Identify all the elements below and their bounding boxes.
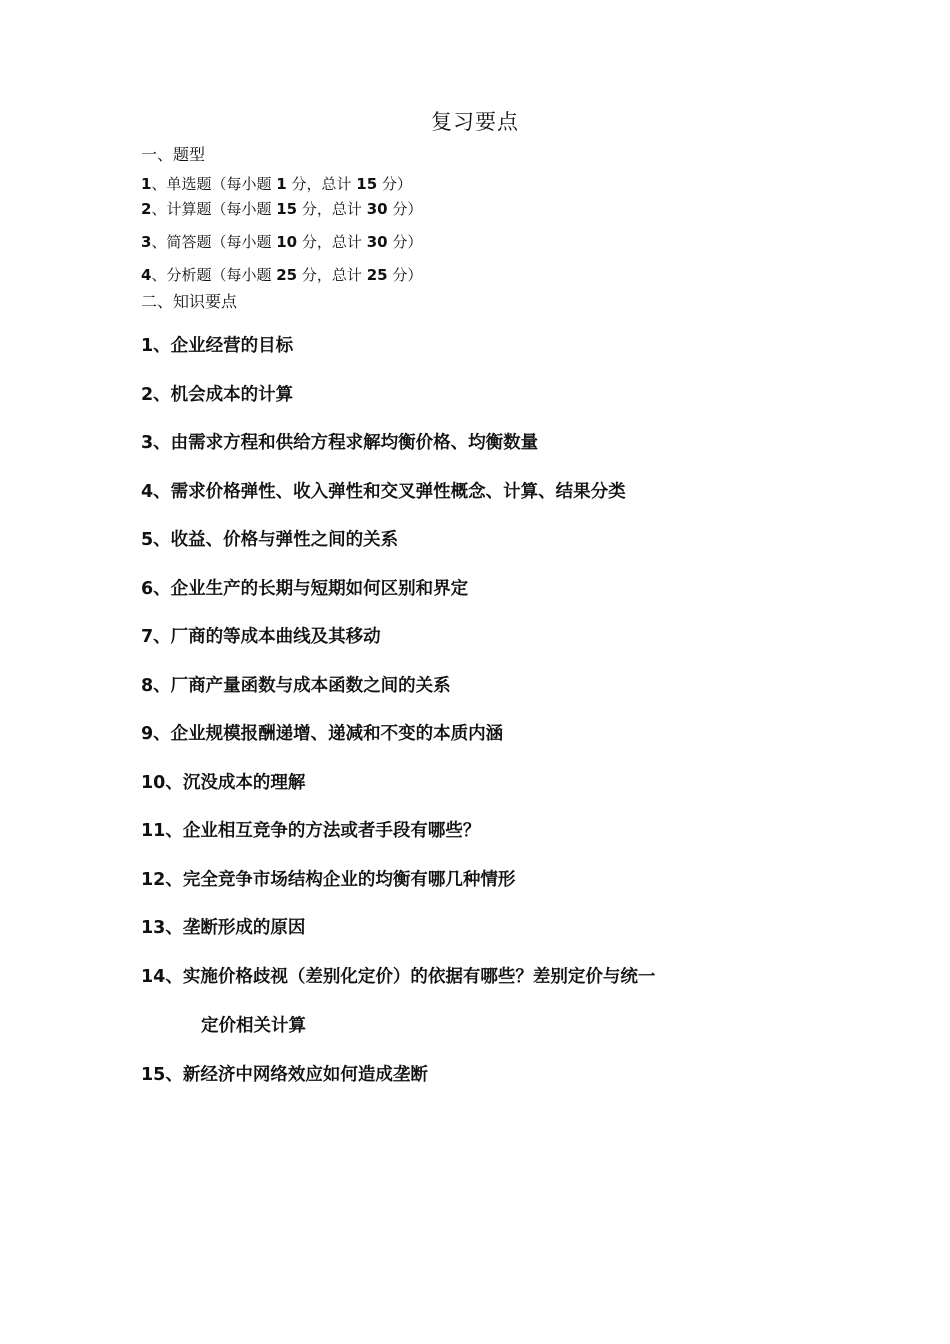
knowledge-point-item: 11、企业相互竞争的方法或者手段有哪些？ — [141, 821, 481, 841]
knowledge-point-item: 1、企业经营的目标 — [141, 336, 294, 356]
knowledge-point-item: 9、企业规模报酬递增、递减和不变的本质内涵 — [141, 724, 504, 744]
knowledge-point-item: 7、厂商的等成本曲线及其移动 — [141, 627, 381, 647]
knowledge-point-item: 10、沉没成本的理解 — [141, 773, 306, 793]
knowledge-point-item: 13、垄断形成的原因 — [141, 918, 306, 938]
page-title: 复习要点 — [431, 110, 519, 134]
knowledge-point-item: 12、完全竞争市场结构企业的均衡有哪几种情形 — [141, 870, 516, 890]
knowledge-point-item: 4、需求价格弹性、收入弹性和交叉弹性概念、计算、结果分类 — [141, 482, 626, 502]
question-type-item: 3、简答题（每小题 10 分，总计 30 分） — [141, 233, 423, 251]
knowledge-point-continuation: 定价相关计算 — [201, 1016, 306, 1036]
section-heading-knowledge-points: 二、知识要点 — [141, 292, 238, 311]
knowledge-point-item: 5、收益、价格与弹性之间的关系 — [141, 530, 399, 550]
knowledge-point-item: 6、企业生产的长期与短期如何区别和界定 — [141, 579, 469, 599]
knowledge-point-item: 15、新经济中网络效应如何造成垄断 — [141, 1065, 428, 1085]
question-type-item: 1、单选题（每小题 1 分，总计 15 分） — [141, 175, 412, 193]
knowledge-point-item: 3、由需求方程和供给方程求解均衡价格、均衡数量 — [141, 433, 539, 453]
knowledge-point-item: 2、机会成本的计算 — [141, 385, 294, 405]
question-type-item: 2、计算题（每小题 15 分，总计 30 分） — [141, 200, 423, 218]
knowledge-point-item: 8、厂商产量函数与成本函数之间的关系 — [141, 676, 451, 696]
section-heading-question-types: 一、题型 — [141, 145, 206, 164]
knowledge-point-item: 14、实施价格歧视（差别化定价）的依据有哪些？差别定价与统一 — [141, 967, 656, 987]
question-type-item: 4、分析题（每小题 25 分，总计 25 分） — [141, 266, 423, 284]
